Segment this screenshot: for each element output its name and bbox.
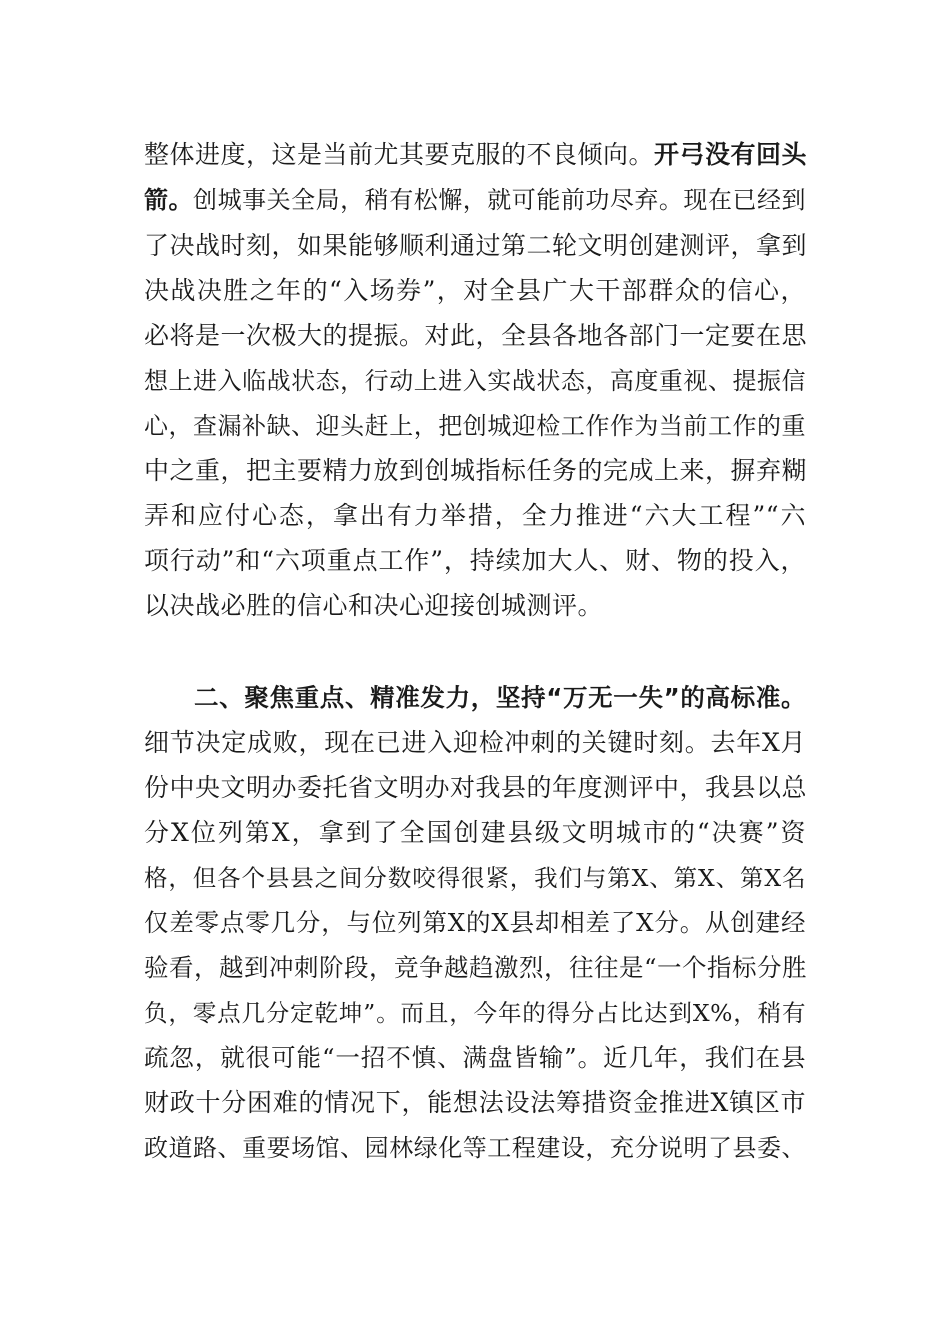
text-line: 必将是一次极大的提振。对此，全县各地各部门一定要在思	[144, 321, 808, 350]
text-line: 弄和应付心态，拿出有力举措，全力推进“六大工程”“六	[144, 501, 806, 530]
emphasis-text: 箭。	[144, 186, 194, 214]
section-heading: 二、聚焦重点、精准发力，坚持“万无一失”的高标准。	[194, 683, 806, 712]
text-line: 想上进入临战状态，行动上进入实战状态，高度重视、提振信	[144, 367, 806, 395]
text-line: 细节决定成败，现在已进入迎检冲刺的关键时刻。去年X月	[144, 728, 806, 757]
text-line: 政道路、重要场馆、园林绿化等工程建设，充分说明了县委、	[144, 1134, 806, 1162]
text-line: 以决战必胜的信心和决心迎接创城测评。	[144, 591, 604, 620]
emphasis-text: 开弓没有回头	[654, 140, 808, 169]
text-line: 财政十分困难的情况下，能想法设法筹措资金推进X镇区市	[144, 1088, 806, 1117]
text-line: 项行动”和“六项重点工作”，持续加大人、财、物的投入，	[144, 546, 806, 575]
text-run: 创城事关全局，稍有松懈，就可能前功尽弃。现在已经到	[193, 186, 807, 214]
text-line: 份中央文明办委托省文明办对我县的年度测评中，我县以总	[144, 773, 808, 802]
text-line: 疏忽，就很可能“一招不慎、满盘皆输”。近几年，我们在县	[144, 1043, 806, 1072]
text-line: 决战决胜之年的“入场券”，对全县广大干部群众的信心，	[144, 276, 806, 305]
text-line: 验看，越到冲刺阶段，竞争越趋激烈，往往是“一个指标分胜	[144, 953, 808, 982]
text-line: 格，但各个县县之间分数咬得很紧，我们与第X、第X、第X名	[144, 864, 806, 892]
text-line	[144, 180, 806, 220]
text-line: 分X位列第X，拿到了全国创建县级文明城市的“决赛”资	[144, 818, 806, 847]
text-line: 仅差零点零几分，与位列第X的X县却相差了X分。从创建经	[144, 908, 806, 937]
text-line: 了决战时刻，如果能够顺利通过第二轮文明创建测评，拿到	[144, 231, 808, 260]
text-line: 心，查漏补缺、迎头赶上，把创城迎检工作作为当前工作的重	[144, 412, 806, 440]
text-line: 负，零点几分定乾坤”。而且，今年的得分占比达到X%，稍有	[144, 999, 806, 1027]
text-line: 中之重，把主要精力放到创城指标任务的完成上来，摒弃糊	[144, 456, 808, 485]
text-line	[144, 135, 806, 175]
text-run: 整体进度，这是当前尤其要克服的不良倾向。	[144, 140, 655, 169]
